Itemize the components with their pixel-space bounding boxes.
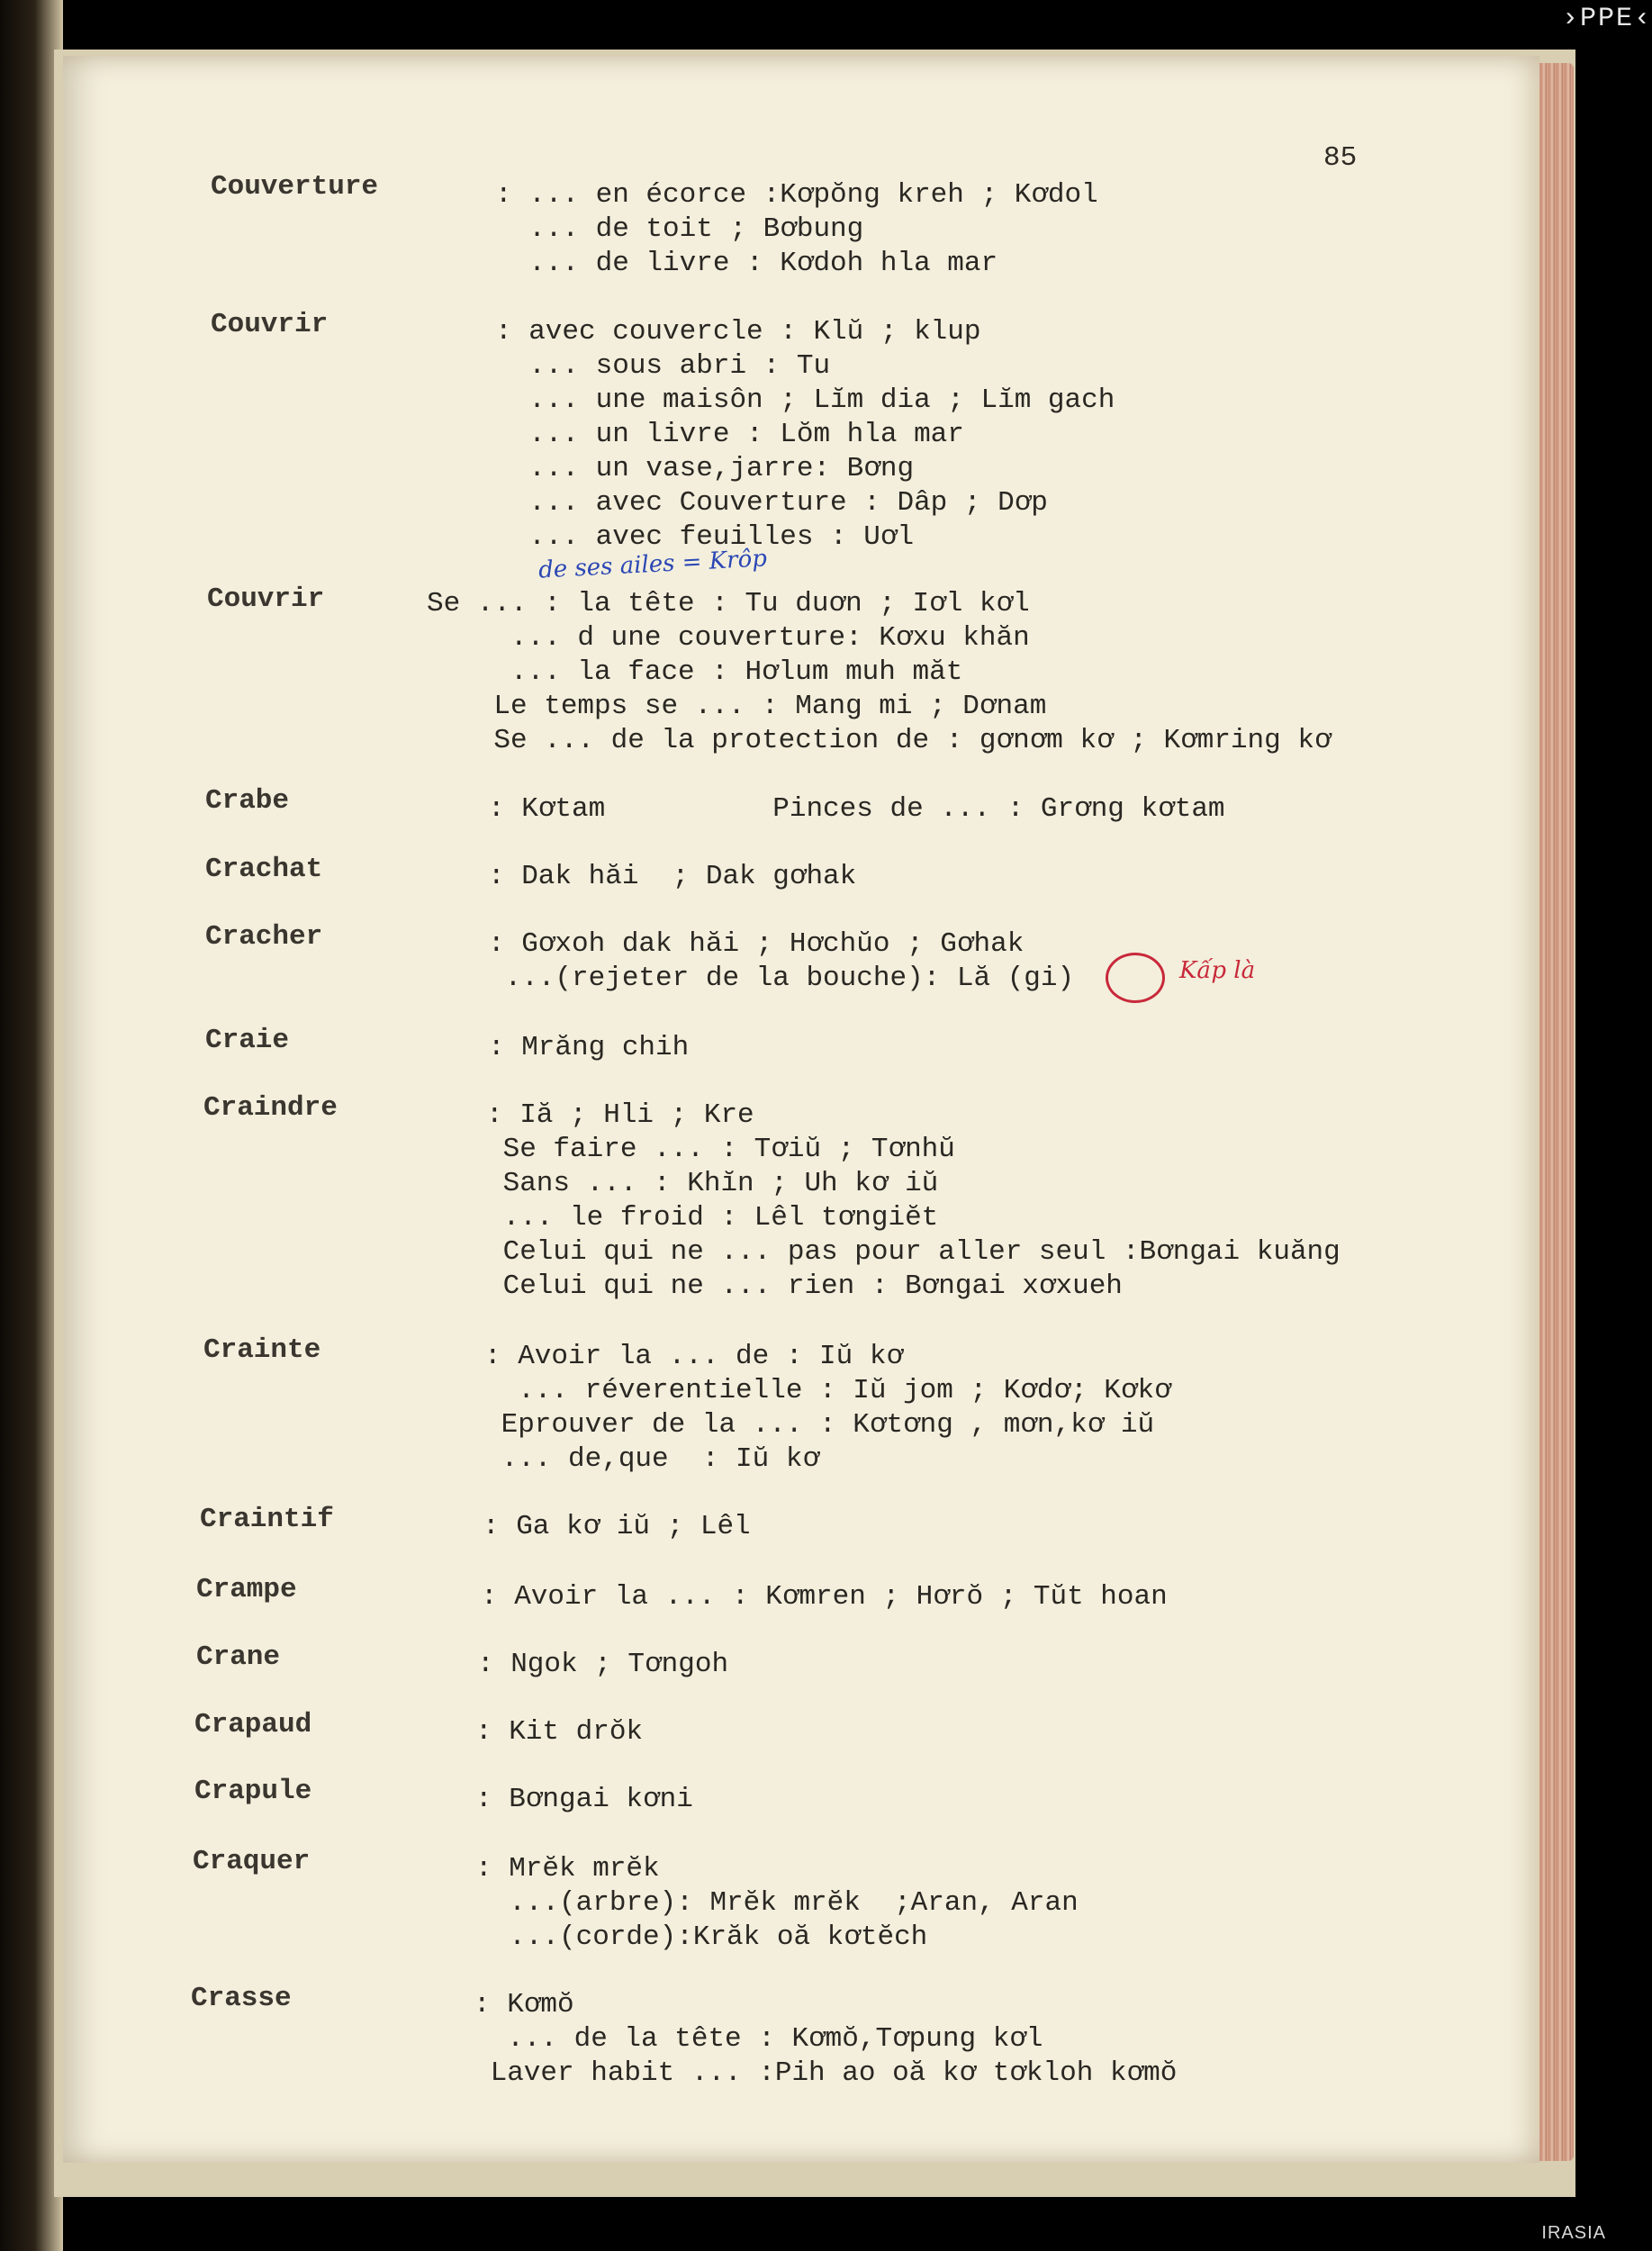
definition-line: Se ... : la tête : Tu duơn ; Iơl kơl — [427, 588, 1030, 619]
entry-crainte — [484, 1340, 1171, 1511]
corner-mark: ›PPE‹ — [1562, 4, 1652, 34]
definition-line: ... de,que : Iŭ kơ — [484, 1443, 820, 1475]
definition-line: Sans ... : Khĭn ; Uh kơ iŭ — [486, 1168, 939, 1199]
definition-line: Se faire ... : Tơiŭ ; Tơnhŭ — [486, 1134, 955, 1165]
definition-line: : Ga kơ iŭ ; Lêl — [483, 1511, 751, 1542]
headword-crachat: Crachat — [205, 854, 323, 885]
definition-line: ... de la tête : Kơmŏ,Tơpung kơl — [474, 2023, 1043, 2055]
entry-cracher — [488, 927, 1075, 1030]
headword-craintif: Craintif — [200, 1504, 334, 1535]
definition-line: ...(corde):Krăk oă kơtĕch — [475, 1921, 928, 1953]
definition-line: ... avec feuilles : Uơl — [495, 521, 915, 553]
entry-craquer — [475, 1852, 1079, 1989]
definition-line: Le temps se ... : Mang mi ; Dơnam — [427, 691, 1047, 722]
definition-line: Eprouver de la ... : Kơtơng , mơn,kơ iŭ — [484, 1409, 1155, 1441]
definition-line: Laver habit ... :Pih ao oă kơ tơkloh kơmŏ — [474, 2057, 1178, 2089]
definition-line: ... une maisôn ; Lĭm dia ; Lĭm gach — [495, 384, 1115, 416]
entry-crampe — [481, 1580, 1168, 1649]
definition-line: ... d une couverture: Kơxu khăn — [427, 622, 1030, 654]
entry-couverture — [495, 178, 1098, 315]
definition-line: ... réverentielle : Iŭ jom ; Kơdơ; Kơkơ — [484, 1375, 1171, 1406]
entry-craintif — [483, 1510, 751, 1578]
headword-couvrir: Couvrir — [211, 309, 329, 340]
headword-crapaud: Crapaud — [194, 1709, 312, 1740]
definition-line: : avec couvercle : Klŭ ; klup — [495, 316, 981, 348]
definition-line: : Avoir la ... : Kơmren ; Hơrŏ ; Tŭt hoan — [481, 1581, 1168, 1613]
definition-line: : ... en écorce :Kơpŏng kreh ; Kơdol — [495, 179, 1098, 211]
headword-couvrir-se: Couvrir — [207, 583, 325, 615]
definition-line: : Ngok ; Tơngoh — [477, 1649, 729, 1680]
definition-line: : Dak hăi ; Dak gơhak — [488, 861, 857, 892]
definition-line: Se ... de la protection de : gơnơm kơ ; Kơmring kơ — [427, 725, 1332, 756]
red-circle-mark — [1106, 953, 1165, 1003]
headword-crapule: Crapule — [194, 1776, 312, 1807]
headword-craie: Craie — [205, 1025, 290, 1056]
definition-line: : Iă ; Hli ; Kre — [486, 1099, 754, 1131]
entry-craie — [488, 1031, 690, 1099]
headword-couverture: Couverture — [211, 171, 379, 203]
entry-couvrir-se — [427, 587, 1332, 792]
entry-crapaud — [475, 1715, 644, 1784]
definition-line: : Avoir la ... de : Iŭ kơ — [484, 1341, 904, 1372]
entry-craindre — [486, 1098, 1341, 1338]
definition-line: ... de toit ; Bơbung — [495, 213, 864, 245]
definition-line: : Kit drŏk — [475, 1716, 644, 1748]
entry-crapule — [475, 1783, 693, 1851]
headword-crainte: Crainte — [203, 1334, 321, 1366]
entry-crane — [477, 1648, 729, 1716]
watermark: IRASIA — [1541, 2223, 1606, 2243]
entry-crachat — [488, 860, 857, 928]
headword-crabe: Crabe — [205, 785, 290, 817]
definition-line: : Gơxoh dak hăi ; Hơchŭo ; Gơhak — [488, 928, 1025, 960]
definition-line: : Mrĕk mrĕk — [475, 1853, 660, 1885]
headword-crane: Crane — [196, 1641, 281, 1673]
definition-line: ... avec Couverture : Dâp ; Dơp — [495, 487, 1048, 519]
definition-line: : Bơngai kơni — [475, 1784, 693, 1815]
entry-crabe — [488, 792, 1225, 861]
entry-crasse — [474, 1988, 1178, 2125]
headword-crasse: Crasse — [191, 1983, 292, 2014]
page-number: 85 — [1323, 142, 1358, 174]
definition-line: ...(arbre): Mrĕk mrĕk ;Aran, Aran — [475, 1887, 1079, 1919]
definition-line: ... sous abri : Tu — [495, 350, 831, 382]
definition-line: Celui qui ne ... pas pour aller seul :Bơngai kuăng — [486, 1236, 1341, 1268]
handwritten-annotation-red: Kấp là — [1179, 957, 1256, 984]
definition-line: ... un livre : Lŏm hla mar — [495, 419, 964, 450]
definition-line: : Mrăng chih — [488, 1032, 690, 1063]
headword-crampe: Crampe — [196, 1574, 297, 1605]
headword-craquer: Craquer — [193, 1846, 311, 1877]
definition-line: Celui qui ne ... rien : Bơngai xơxueh — [486, 1270, 1123, 1302]
definition-line: : Kơmŏ — [474, 1989, 574, 2020]
definition-line: ... un vase,jarre: Bơng — [495, 453, 915, 484]
headword-craindre: Craindre — [203, 1092, 338, 1124]
handwritten-annotation-blue: de ses ailes = Krôp — [537, 545, 768, 584]
definition-line: ... le froid : Lêl tơngiĕt — [486, 1202, 939, 1234]
definition-line: ...(rejeter de la bouche): Lă (gi) — [488, 963, 1075, 994]
headword-cracher: Cracher — [205, 921, 323, 953]
definition-line: : Kơtam Pinces de ... : Grơng kơtam — [488, 793, 1225, 825]
definition-line: ... de livre : Kơdoh hla mar — [495, 248, 998, 279]
definition-line: ... la face : Hơlum muh măt — [427, 656, 963, 688]
